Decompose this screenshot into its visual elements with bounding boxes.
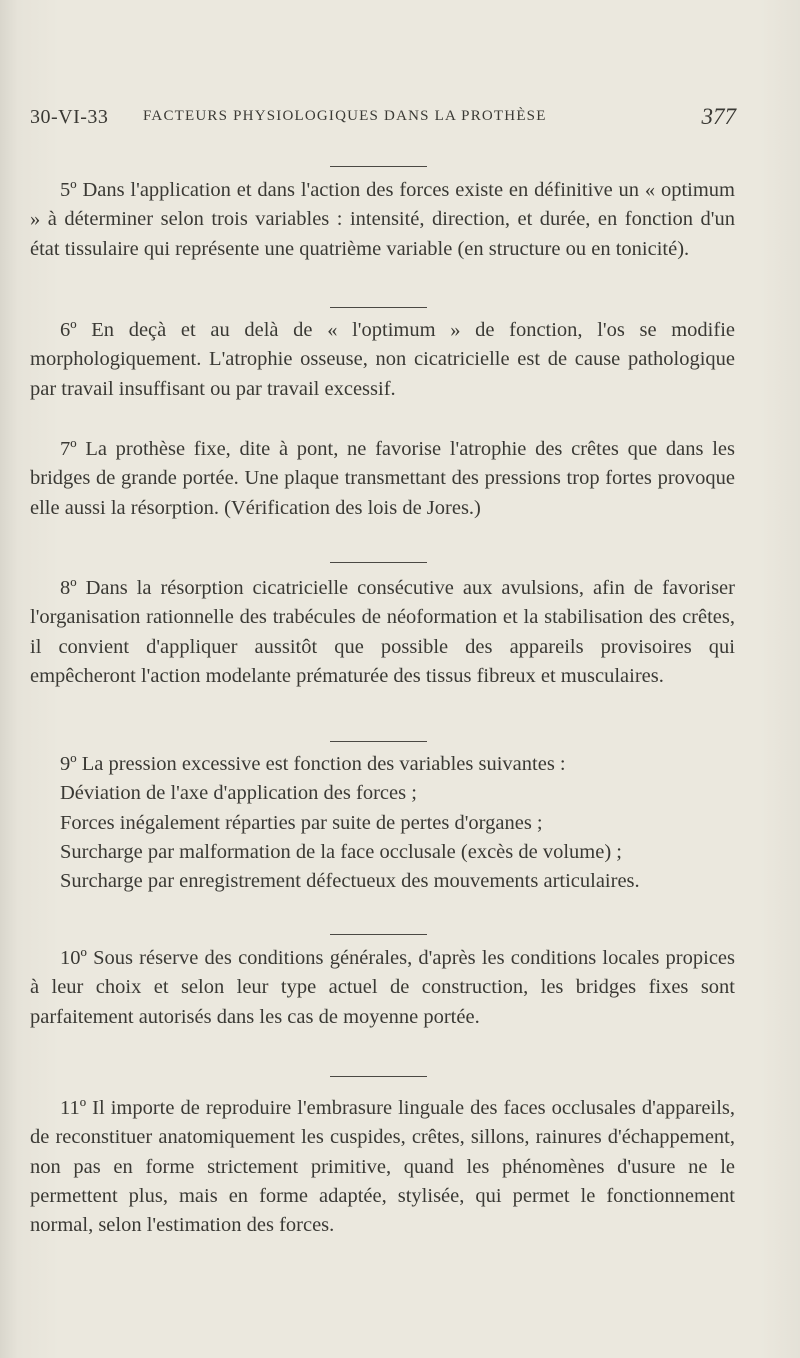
page-number: 377 [701, 104, 736, 129]
paragraph-7: 7º La prothèse fixe, dite à pont, ne favorise l'atrophie des crêtes que dans les bridges de grande portée. Une plaque transmettant des pressions trop fortes provoque elle aussi la résorption. (Vérification des lois de Jores.) [30, 438, 735, 519]
section-divider [330, 166, 427, 167]
section-divider [330, 741, 427, 742]
paragraph-5: 5º Dans l'application et dans l'action des forces existe en définitive un « optimum » à déterminer selon trois variables : intensité, direction, et durée, en fonction d'un état tissulaire qui représente une quatrième variable (en structure ou en tonicité). [30, 179, 735, 260]
paragraph-11: 11º Il importe de reproduire l'embrasure linguale des faces occlusales d'appareils, de reconstituer anatomiquement les cuspides, crêtes, sillons, rainures d'échappement, non pas en forme strictement primitive, quand les phénomènes d'usure ne le permettent plus, mais en forme adaptée, stylisée, qui permet le fonctionnement normal, selon l'estimation des forces. [30, 1097, 735, 1237]
section-divider [330, 562, 427, 563]
paragraph-8: 8º Dans la résorption cicatricielle consécutive aux avulsions, afin de favoriser l'organisation rationnelle des trabécules de néoformation et la stabilisation des crêtes, il convient d'appliquer aussitôt que possible des appareils provisoires qui empêcheront l'action modelante prématurée des tissus fibreux et musculaires. [30, 577, 735, 687]
list-item: Surcharge par malformation de la face occlusale (excès de volume) ; [60, 840, 622, 863]
list-item: Surcharge par enregistrement défectueux des mouvements articulaires. [60, 870, 640, 893]
paragraph-6: 6º En deçà et au delà de « l'optimum » de fonction, l'os se modifie morphologiquement. L'atrophie osseuse, non cicatricielle est de cause pathologique par travail insuffisant ou par travail excessif. [30, 319, 735, 400]
paragraph-10: 10º Sous réserve des conditions générales, d'après les conditions locales propices à leur choix et selon leur type actuel de construction, les bridges fixes sont parfaitement autorisés dans les cas de moyenne portée. [30, 947, 735, 1028]
list-item: Déviation de l'axe d'application des forces ; [60, 782, 417, 805]
list-item: Forces inégalement réparties par suite de pertes d'organes ; [60, 811, 543, 834]
paragraph-9 [30, 750, 735, 896]
section-divider [330, 1076, 427, 1077]
header-date: 30-VI-33 [30, 106, 109, 128]
section-divider [330, 934, 427, 935]
list-intro: 9º La pression excessive est fonction des variables suivantes : [60, 753, 566, 775]
section-divider [330, 307, 427, 308]
page-header [30, 102, 736, 132]
running-title: FACTEURS PHYSIOLOGIQUES DANS LA PROTHÈSE [143, 108, 547, 124]
